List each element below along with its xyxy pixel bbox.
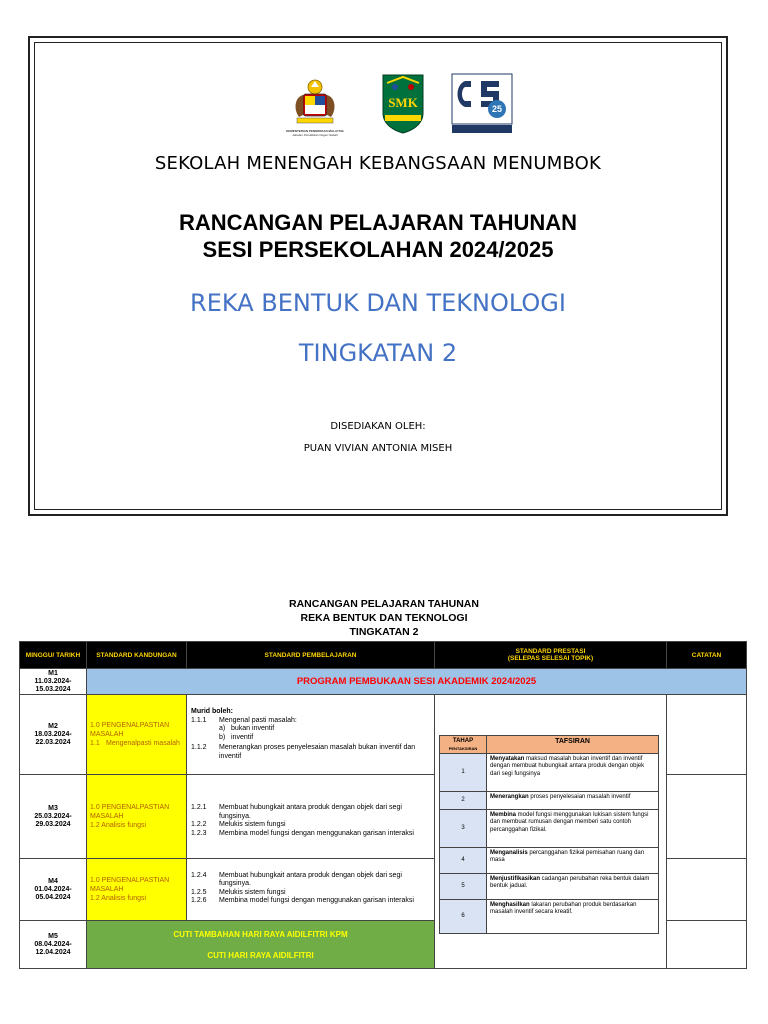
sp-item [191, 889, 430, 898]
week-start: 25.03.2024- [34, 812, 72, 820]
prestasi-row [440, 899, 659, 933]
week-end: 15.03.2024 [35, 685, 71, 693]
table-row [20, 695, 747, 775]
holiday-banner [87, 921, 435, 969]
prestasi-header-level [440, 736, 487, 754]
sp-text: Membina model fungsi dengan menggunakan garisan interaksi [219, 829, 414, 837]
sp-item [191, 717, 430, 726]
notes-cell [667, 921, 747, 969]
plan-table [19, 641, 747, 969]
week-cell [20, 669, 87, 695]
prestasi-level: 6 [440, 899, 487, 933]
sk-cell [87, 775, 187, 859]
sp-item [191, 872, 430, 889]
sp-code: 1.2.5 [191, 888, 207, 896]
sp-text: Mengenal pasti masalah: [219, 716, 297, 724]
sp-subitem-text: inventif [231, 733, 254, 741]
sp-code: 1.2.2 [191, 821, 207, 828]
sp-cell [187, 695, 435, 775]
sp-text: Membuat hubungkait antara produk dengan objek dari segi fungsinya. [219, 871, 402, 887]
prestasi-verb: Menghasilkan [490, 901, 530, 908]
header-sp: STANDARD PEMBELAJARAN [187, 642, 435, 669]
sk-code: 1.1 [90, 740, 100, 747]
prestasi-desc [487, 873, 659, 899]
sp-item [191, 897, 430, 906]
sp-code: 1.1.1 [191, 716, 207, 724]
header-week: MINGGU/ TARIKH [20, 642, 87, 669]
prestasi-row [440, 753, 659, 791]
logo-row [35, 73, 721, 143]
smk-badge-logo [381, 73, 425, 135]
notes-cell [667, 859, 747, 921]
prestasi-desc [487, 809, 659, 847]
notes-cell [667, 775, 747, 859]
week-label: M3 [48, 804, 58, 812]
header-prestasi [435, 642, 667, 669]
sp-text: Membuat hubungkait antara produk dengan objek dari segi fungsinya. [219, 804, 402, 820]
week-start: 11.03.2024- [34, 677, 72, 685]
sp-code: 1.2.6 [191, 897, 207, 904]
prestasi-text: model fungsi menggunakan lukisan sistem fungsi dan membuat rumusan dengan memberi satu contoh percanggahan fizikal. [490, 811, 649, 833]
subject-title: REKA BENTUK DAN TEKNOLOGI [190, 289, 566, 317]
sk-title: 1.0 PENGENALPASTIAN MASALAH [90, 877, 170, 893]
sp-item [191, 804, 430, 821]
kpm-caption: KEMENTERIAN PENDIDIKAN MALAYSIA [286, 129, 344, 133]
prestasi-verb: Membina [490, 811, 517, 818]
header-prestasi-line-2: (SELEPAS SELESAI TOPIK) [507, 655, 594, 662]
prestasi-level: 3 [440, 809, 487, 847]
25th-anniversary-logo [451, 73, 513, 135]
prestasi-header-level-2: PENTAKSIRAN [448, 745, 478, 751]
kpm-caption-2: Jabatan Pendidikan Negeri Sabah [292, 133, 338, 137]
holiday-banner-line-1: CUTI TAMBAHAN HARI RAYA AIDILFITRI KPM [173, 929, 348, 939]
prestasi-text: lakaran perubahan produk berdasarkan masalah inventif secara kreatif. [490, 901, 637, 916]
week-end: 29.03.2024 [35, 820, 71, 828]
prestasi-desc [487, 899, 659, 933]
sp-text: Melukis sistem fungsi [219, 821, 286, 828]
kpm-crest-logo [267, 73, 363, 139]
form-title: TINGKATAN 2 [298, 339, 458, 367]
plan-heading-line-2: REKA BENTUK DAN TEKNOLOGI [300, 612, 468, 624]
prepared-by-name: PUAN VIVIAN ANTONIA MISEH [303, 443, 453, 454]
prestasi-header-level-1: TAHAP [452, 738, 474, 745]
sk-cell [87, 695, 187, 775]
prestasi-table [439, 735, 659, 934]
sp-subitem [191, 734, 430, 743]
sp-subitem-letter: a) [219, 725, 226, 732]
cover-inner-border [34, 42, 722, 510]
prestasi-verb: Menerangkan [490, 793, 529, 800]
prestasi-verb: Menjustifikasikan [490, 875, 541, 882]
sk-text: Mengenalpasti masalah [106, 740, 180, 747]
plan-heading-line-3: TINGKATAN 2 [349, 626, 419, 638]
prestasi-verb: Menyatakan [490, 755, 525, 762]
sp-item [191, 744, 430, 761]
sp-code: 1.2.3 [191, 829, 207, 837]
week-start: 18.03.2024- [34, 730, 72, 738]
rpt-title-line-1: RANCANGAN PELAJARAN TAHUNAN [178, 210, 578, 235]
sp-item [191, 830, 430, 839]
sk-text: 1.2 Analisis fungsi [90, 895, 147, 902]
prestasi-level: 1 [440, 753, 487, 791]
prestasi-level: 4 [440, 847, 487, 873]
smk-badge-text: SMK [388, 95, 418, 110]
sp-cell [187, 859, 435, 921]
notes-cell [667, 695, 747, 775]
week-start: 01.04.2024- [34, 885, 72, 893]
sp-subitem-text: bukan inventif [231, 725, 275, 732]
prestasi-header-row [440, 736, 659, 754]
sk-title: 1.0 PENGENALPASTIAN MASALAH [90, 722, 170, 738]
rpt-title [35, 209, 721, 263]
week-end: 22.03.2024 [35, 738, 71, 746]
sp-code: 1.2.1 [191, 804, 207, 811]
sp-intro: Murid boleh: [191, 708, 233, 715]
header-notes: CATATAN [667, 642, 747, 669]
plan-heading [0, 597, 768, 639]
holiday-banner-line-2: CUTI HARI RAYA AIDILFITRI [207, 950, 314, 960]
prepared-by-label: DISEDIAKAN OLEH: [330, 421, 426, 432]
week-cell [20, 695, 87, 775]
opening-program-banner: PROGRAM PEMBUKAAN SESI AKADEMIK 2024/2025 [87, 669, 747, 695]
sp-cell [187, 775, 435, 859]
week-cell [20, 775, 87, 859]
sp-text: Menerangkan proses penyelesaian masalah bukan inventif dan inventif [219, 744, 416, 760]
sp-subitem-letter: b) [219, 733, 226, 741]
week-end: 12.04.2024 [35, 948, 71, 956]
week-label: M4 [48, 877, 58, 885]
prestasi-level: 2 [440, 791, 487, 809]
prestasi-cell [435, 695, 667, 969]
logo-25-text: 25 [491, 104, 503, 114]
prestasi-level: 5 [440, 873, 487, 899]
school-name: SEKOLAH MENENGAH KEBANGSAAN MENUMBOK [154, 153, 602, 174]
sp-code: 1.1.2 [191, 744, 207, 751]
week-cell [20, 921, 87, 969]
plan-heading-line-1: RANCANGAN PELAJARAN TAHUNAN [289, 598, 479, 610]
prestasi-row [440, 847, 659, 873]
prestasi-text: maksud masalah bukan inventif dan inventif dengan membuat hubungkait antara produk dengan objek dari segi fungsinya [490, 755, 645, 777]
sp-code: 1.2.4 [191, 871, 207, 879]
sk-title: 1.0 PENGENALPASTIAN MASALAH [90, 804, 170, 820]
sk-cell [87, 859, 187, 921]
week-start: 08.04.2024- [34, 940, 72, 948]
prestasi-row [440, 873, 659, 899]
table-header-row [20, 642, 747, 669]
prestasi-row [440, 791, 659, 809]
header-prestasi-line-1: STANDARD PRESTASI [515, 648, 586, 655]
prestasi-header-desc: TAFSIRAN [487, 736, 659, 754]
sp-text: Membina model fungsi dengan menggunakan garisan interaksi [219, 897, 414, 904]
week-label: M1 [48, 669, 58, 677]
sk-text: 1.2 Analisis fungsi [90, 822, 147, 829]
prestasi-desc [487, 753, 659, 791]
week-end: 05.04.2024 [35, 893, 71, 901]
prestasi-text: percanggahan fizikal pemisahan ruang dan masa [490, 849, 645, 864]
week-label: M5 [48, 932, 58, 940]
prestasi-text: cadangan perubahan reka bentuk dalam bentuk jadual. [490, 875, 650, 890]
week-cell [20, 859, 87, 921]
prestasi-desc [487, 847, 659, 873]
prestasi-text: proses penyelesaian masalah inventif [528, 793, 631, 800]
table-row [20, 669, 747, 695]
prestasi-verb: Menganalisis [490, 849, 528, 856]
prestasi-desc [487, 791, 659, 809]
prestasi-row [440, 809, 659, 847]
sp-item [191, 821, 430, 830]
cover-page [28, 36, 728, 516]
sp-text: Melukis sistem fungsi [219, 888, 286, 896]
header-sk: STANDARD KANDUNGAN [87, 642, 187, 669]
rpt-title-line-2: SESI PERSEKOLAHAN 2024/2025 [202, 237, 554, 262]
sp-subitem [191, 725, 430, 734]
week-label: M2 [48, 722, 58, 730]
